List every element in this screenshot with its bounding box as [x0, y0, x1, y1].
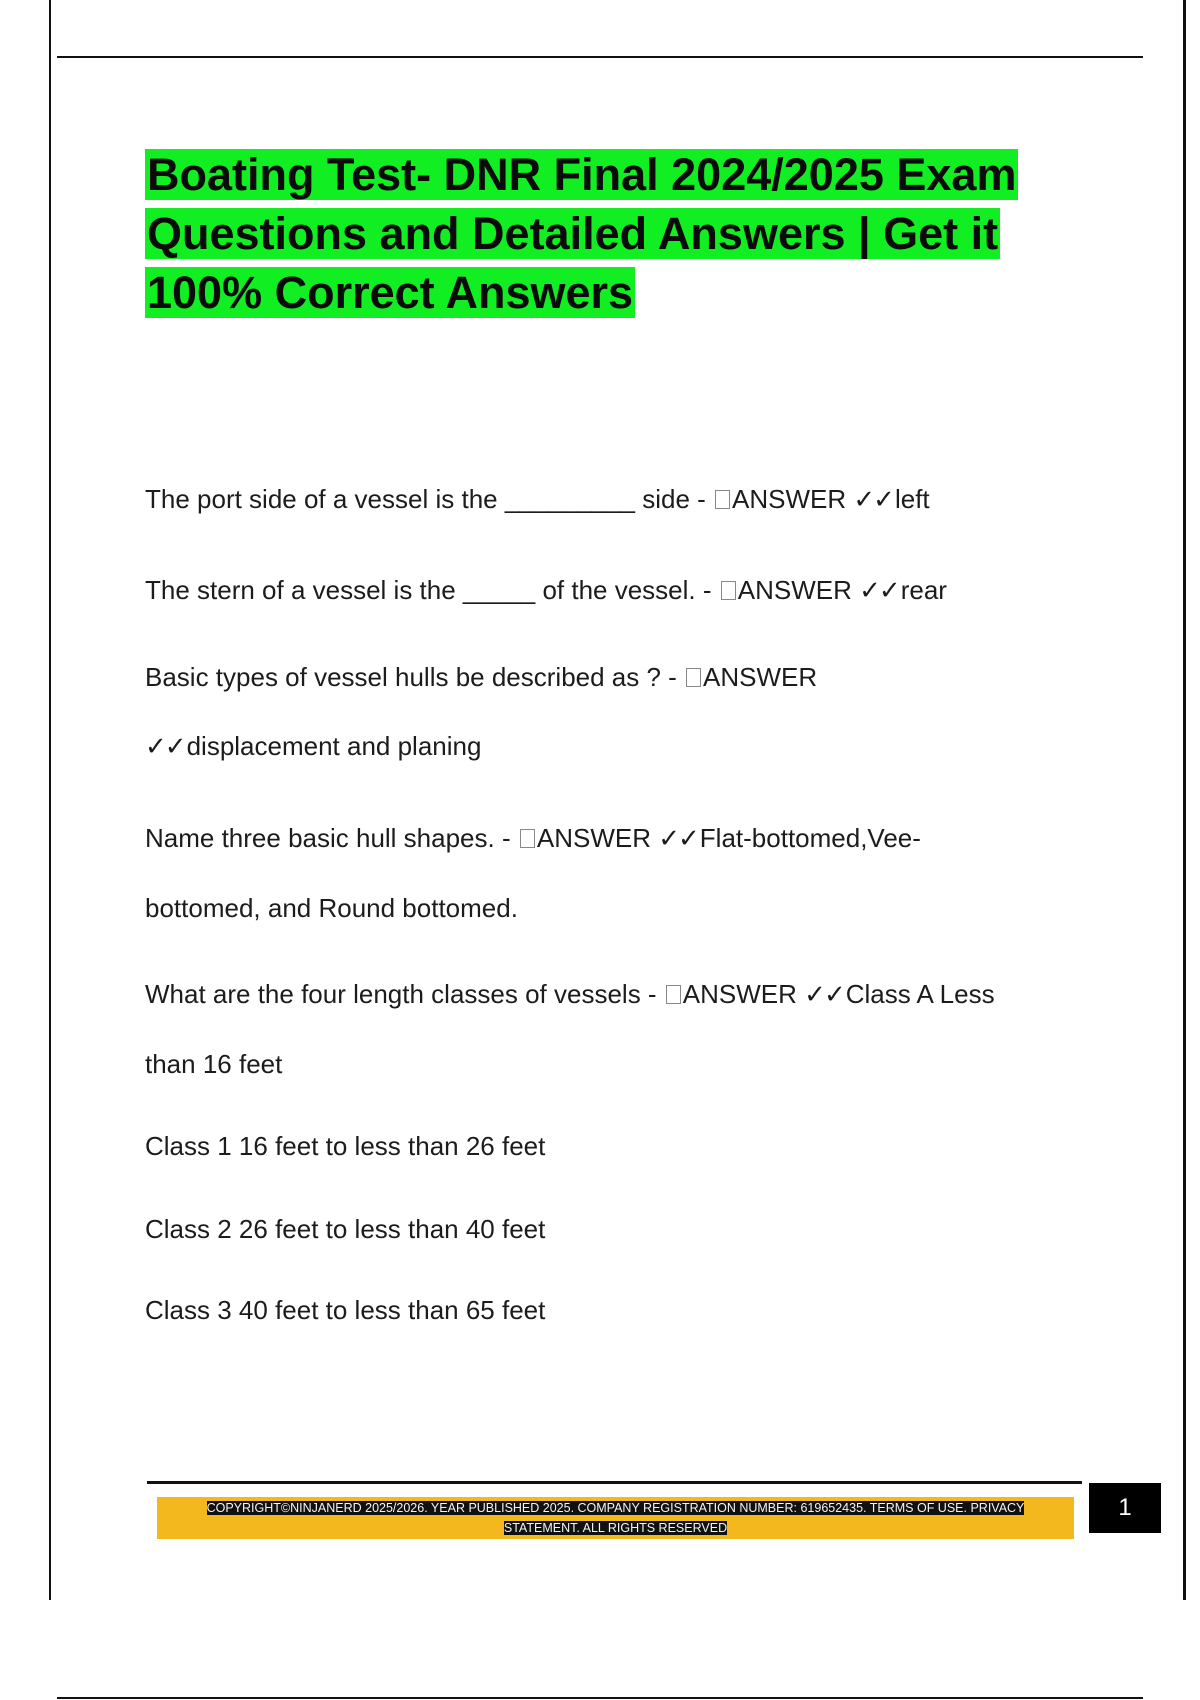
- footer-rule: [147, 1481, 1082, 1484]
- answer-marker: ANSWER: [536, 823, 651, 853]
- answer-text-line-2: bottomed, and Round bottomed.: [145, 893, 518, 923]
- answer-marker: ANSWER: [682, 979, 797, 1009]
- double-check-icon: ✓✓: [859, 576, 899, 606]
- copyright-line-1: COPYRIGHT©NINJANERD 2025/2026. YEAR PUBLISHED 2025. COMPANY REGISTRATION NUMBER: 619652435. TERMS OF USE. PRIVACY: [206, 1501, 1025, 1515]
- missing-glyph-box-icon: [686, 668, 701, 687]
- question-text: What are the four length classes of vessels -: [145, 979, 664, 1009]
- question-text: The stern of a vessel is the _____ of the vessel. -: [145, 575, 719, 605]
- page-border-right: [1183, 0, 1186, 1600]
- double-check-icon: ✓✓: [658, 824, 698, 854]
- document-title-text: Boating Test- DNR Final 2024/2025 Exam Questions and Detailed Answers | Get it 100% Correct Answers: [147, 149, 1017, 318]
- page-border-left: [49, 0, 51, 1600]
- page-number: 1: [1089, 1483, 1161, 1533]
- question-text: Basic types of vessel hulls be described as ? -: [145, 662, 685, 692]
- class-line-1: Class 1 16 feet to less than 26 feet: [145, 1131, 546, 1161]
- answer-marker: ANSWER: [703, 662, 818, 692]
- missing-glyph-box-icon: [666, 985, 681, 1004]
- answer-text-line-2: than 16 feet: [145, 1049, 283, 1079]
- bottom-rule: [57, 1697, 1143, 1699]
- double-check-icon: ✓✓: [145, 732, 185, 762]
- class-line-3: Class 3 40 feet to less than 65 feet: [145, 1295, 546, 1325]
- document-title: [145, 145, 1085, 322]
- question-text: Name three basic hull shapes. -: [145, 823, 518, 853]
- answer-marker: ANSWER: [732, 484, 847, 514]
- qa-item-3: [145, 643, 1095, 782]
- answer-marker: ANSWER: [737, 575, 852, 605]
- copyright-line-2: STATEMENT. ALL RIGHTS RESERVED: [503, 1521, 728, 1535]
- double-check-icon: ✓✓: [804, 980, 844, 1010]
- answer-text: rear: [900, 575, 947, 605]
- missing-glyph-box-icon: [721, 581, 736, 600]
- qa-item-5: [145, 960, 1095, 1099]
- copyright-banner: [157, 1497, 1074, 1539]
- answer-text: left: [894, 484, 930, 514]
- question-text: The port side of a vessel is the _________ side -: [145, 484, 714, 514]
- qa-item-4: [145, 804, 1095, 943]
- double-check-icon: ✓✓: [853, 485, 893, 515]
- qa-item-1: [145, 465, 1095, 535]
- top-rule: [57, 56, 1143, 58]
- missing-glyph-box-icon: [520, 829, 535, 848]
- answer-text: displacement and planing: [186, 731, 482, 761]
- missing-glyph-box-icon: [715, 490, 730, 509]
- answer-text-line-1: Class A Less: [845, 979, 995, 1009]
- class-line-2: Class 2 26 feet to less than 40 feet: [145, 1214, 546, 1244]
- answer-text-line-1: Flat-bottomed,Vee-: [699, 823, 921, 853]
- qa-item-2: [145, 556, 1095, 626]
